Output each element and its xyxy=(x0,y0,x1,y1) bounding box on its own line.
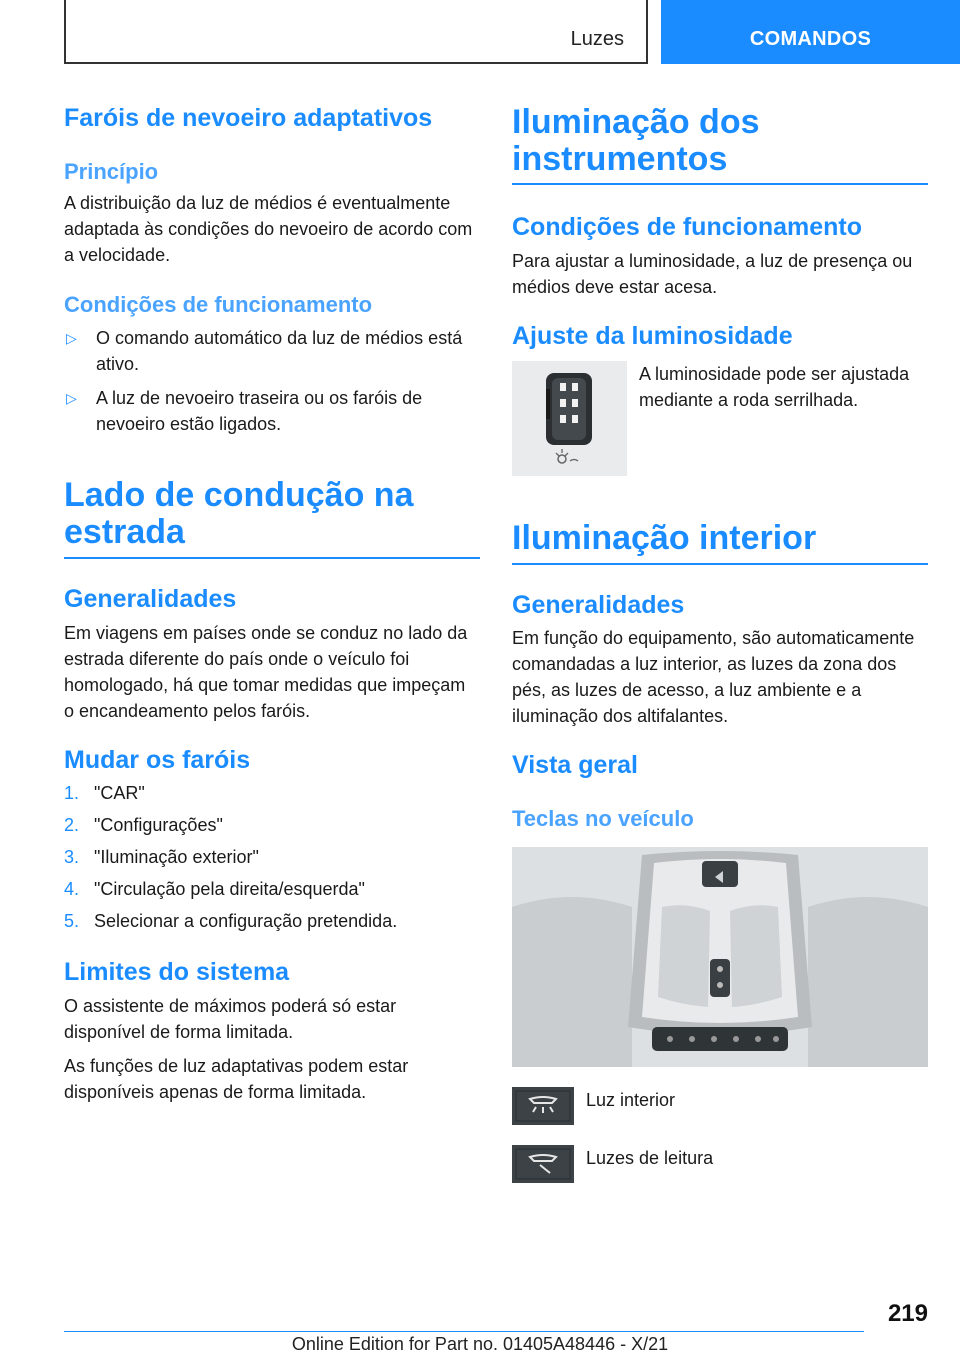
key-label: Luz interior xyxy=(586,1090,676,1111)
list-item xyxy=(64,780,480,812)
limits-text-1: O assistente de máximos poderá só estar disponível de forma limitada. xyxy=(64,996,397,1043)
step-text: "Circulação pela direita/esquerda" xyxy=(94,879,365,900)
bullet-text: O comando automático da luz de médios está ativo. xyxy=(96,328,463,375)
section-title-driving-side: Lado de condução na estrada xyxy=(64,477,480,558)
step-number: 5. xyxy=(64,911,80,932)
dimmer-wheel-image xyxy=(512,361,627,476)
conditions-text: Para ajustar a luminosidade, a luz de presença ou médios deve estar acesa. xyxy=(512,251,913,298)
subtitle-brightness-adjust: Ajuste da luminosidade xyxy=(512,322,793,351)
subtitle-principle: Princípio xyxy=(64,158,159,184)
list-item xyxy=(64,876,480,908)
steps-list xyxy=(64,780,480,940)
interior-general-text: Em função do equipamento, são automaticamente comandadas a luz interior, as luzes da zona dos pés, as luzes de acesso, a luz ambiente e a iluminação dos altifalantes. xyxy=(512,628,915,727)
principle-text: A distribuição da luz de médios é eventualmente adaptada às condições do nevoeiro de acordo com a velocidade. xyxy=(64,193,473,266)
bullet-triangle-icon: ▷ xyxy=(66,390,77,407)
section-title-interior-lighting: Iluminação interior xyxy=(512,520,928,565)
subtitle-change-headlights: Mudar os faróis xyxy=(64,745,251,774)
list-item xyxy=(64,844,480,876)
brightness-text: A luminosidade pode ser ajustada mediante a roda serrilhada. xyxy=(639,363,910,410)
list-item xyxy=(64,385,480,437)
header-section-box xyxy=(64,0,648,64)
step-text: "CAR" xyxy=(94,783,145,804)
header-chapter-tab xyxy=(661,0,960,64)
step-number: 4. xyxy=(64,879,80,900)
step-number: 2. xyxy=(64,815,80,836)
key-row xyxy=(512,1087,928,1125)
key-label: Luzes de leitura xyxy=(586,1148,714,1169)
interior-light-icon xyxy=(512,1087,574,1125)
page-number: 219 xyxy=(887,1300,928,1327)
roof-console-image xyxy=(512,847,928,1067)
list-item xyxy=(64,325,480,377)
right-column xyxy=(512,100,928,1183)
footer-edition: Online Edition for Part no. 01405A48446 - X/21 xyxy=(291,1334,669,1354)
key-row xyxy=(512,1145,928,1183)
subtitle-system-limits: Limites do sistema xyxy=(64,958,290,987)
subtitle-conditions: Condições de funcionamento xyxy=(512,213,863,242)
subtitle-general: Generalidades xyxy=(512,590,685,619)
header-section-title: Luzes xyxy=(570,28,624,50)
left-column xyxy=(64,100,480,1105)
list-item xyxy=(64,812,480,844)
general-text: Em viagens em países onde se conduz no lado da estrada diferente do país onde o veículo foi homologado, há que tomar medidas que impeçam o encandeamento pelos faróis. xyxy=(64,622,468,721)
step-text: "Configurações" xyxy=(94,815,223,836)
list-item xyxy=(64,908,480,940)
section-title-adaptive-fog: Faróis de nevoeiro adaptativos xyxy=(64,104,433,132)
step-text: "Iluminação exterior" xyxy=(94,847,259,868)
step-number: 1. xyxy=(64,783,80,804)
subtitle-conditions: Condições de funcionamento xyxy=(64,292,373,318)
bullet-triangle-icon: ▷ xyxy=(66,330,77,347)
subtitle-keys-in-vehicle: Teclas no veículo xyxy=(512,806,694,832)
step-text: Selecionar a configuração pretendida. xyxy=(94,911,398,932)
footer-divider xyxy=(64,1331,864,1332)
subtitle-general: Generalidades xyxy=(64,584,237,613)
subtitle-overview: Vista geral xyxy=(512,751,639,780)
section-title-instrument-lighting: Iluminação dos instrumentos xyxy=(512,104,928,185)
reading-light-icon xyxy=(512,1145,574,1183)
limits-text-2: As funções de luz adaptativas podem estar disponíveis apenas de forma limitada. xyxy=(64,1056,409,1103)
header-chapter-label: COMANDOS xyxy=(749,27,872,50)
bullet-text: A luz de nevoeiro traseira ou os faróis de nevoeiro estão ligados. xyxy=(96,388,423,435)
step-number: 3. xyxy=(64,847,80,868)
